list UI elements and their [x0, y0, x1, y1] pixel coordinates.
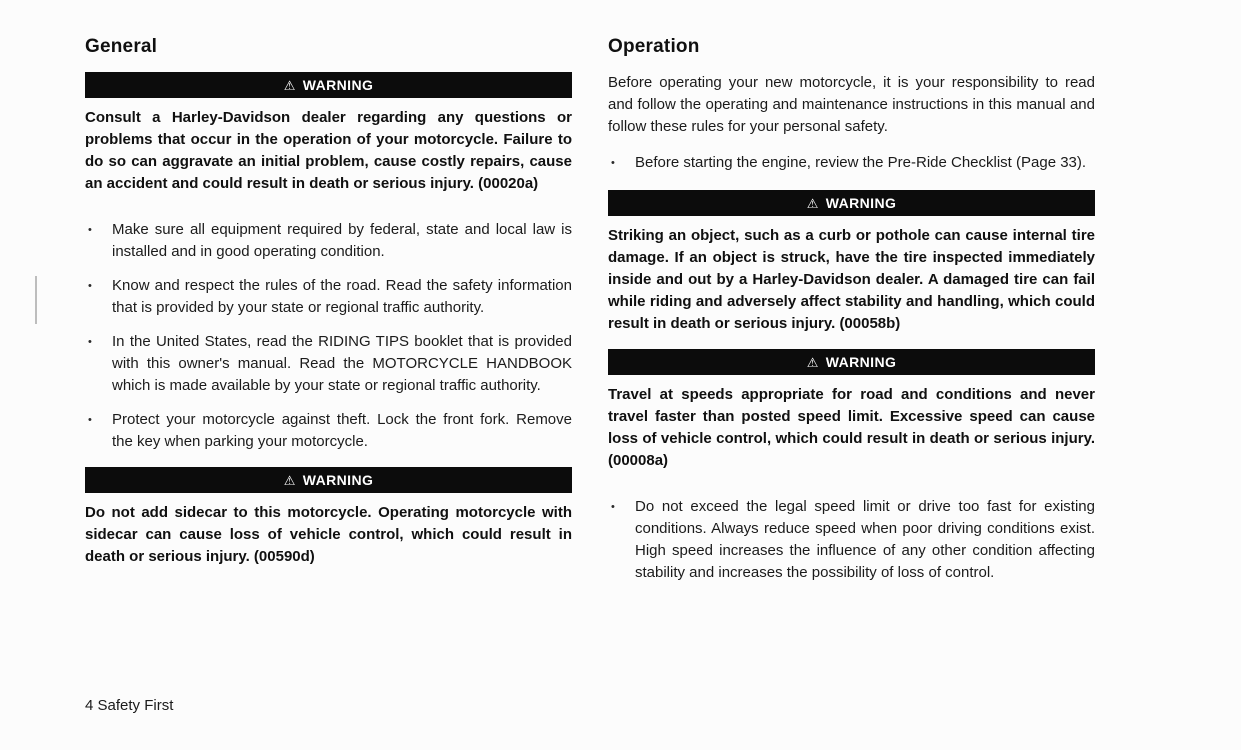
warning-paragraph: Striking an object, such as a curb or pothole can cause internal tire damage. If an object is struck, have the tire inspected immediately inside and out by a Harley-Davidson dealer. A damaged tire can fail while riding and adversely affect stability and handling, which could result in death or serious injury. (00058b) — [608, 227, 1095, 332]
warning-banner-label: WARNING — [302, 77, 374, 93]
warning-banner — [85, 467, 572, 493]
right-column — [608, 36, 1095, 584]
list-item — [85, 275, 572, 319]
warning-icon: ⚠ — [806, 195, 819, 211]
bullet-icon: • — [88, 280, 92, 292]
bullet-list — [85, 219, 572, 453]
list-item-text: Do not exceed the legal speed limit or drive too fast for existing conditions. Always reduce speed when poor driving conditions exist. High speed increases the influence of any other condition affecting stability and increases the possibility of loss of control. — [635, 498, 1095, 581]
list-item — [608, 152, 1095, 174]
list-item-text: Before starting the engine, review the Pre-Ride Checklist (Page 33). — [635, 154, 1087, 171]
list-item — [85, 219, 572, 263]
list-item — [85, 409, 572, 453]
bullet-icon: • — [88, 414, 92, 426]
list-item-text: Protect your motorcycle against theft. Lock the front fork. Remove the key when parking your motorcycle. — [112, 411, 572, 450]
list-item — [85, 331, 572, 397]
warning-banner-label: WARNING — [825, 354, 897, 370]
warning-banner — [608, 349, 1095, 375]
bullet-icon: • — [611, 501, 615, 513]
left-column — [85, 36, 572, 584]
warning-banner — [608, 190, 1095, 216]
bullet-icon: • — [611, 157, 615, 169]
warning-banner — [85, 72, 572, 98]
list-item-text: In the United States, read the RIDING TIPS booklet that is provided with this owner's manual. Read the MOTORCYCLE HANDBOOK which is made available by your state or regional traffic authority. — [112, 333, 572, 394]
intro-paragraph: Before operating your new motorcycle, it is your responsibility to read and follow the operating and maintenance instructions in this manual and follow these rules for your personal safety. — [608, 74, 1095, 135]
warning-banner-label: WARNING — [825, 195, 897, 211]
section-heading-operation: Operation — [608, 36, 700, 57]
page-footer: 4 Safety First — [85, 697, 174, 714]
warning-icon: ⚠ — [283, 472, 296, 488]
warning-paragraph: Do not add sidecar to this motorcycle. Operating motorcycle with sidecar can cause loss of vehicle control, which could result in death or serious injury. (00590d) — [85, 504, 572, 565]
section-heading-general: General — [85, 36, 158, 57]
warning-icon: ⚠ — [806, 354, 819, 370]
list-item-text: Make sure all equipment required by federal, state and local law is installed and in good operating condition. — [112, 221, 572, 260]
bullet-icon: • — [88, 224, 92, 236]
list-item — [608, 496, 1095, 584]
warning-banner-label: WARNING — [302, 472, 374, 488]
page-edge-artifact — [35, 276, 37, 324]
warning-icon: ⚠ — [283, 77, 296, 93]
bullet-icon: • — [88, 336, 92, 348]
warning-paragraph: Consult a Harley-Davidson dealer regarding any questions or problems that occur in the operation of your motorcycle. Failure to do so can aggravate an initial problem, cause costly repairs, cause an accident and could result in death or serious injury. (00020a) — [85, 109, 572, 192]
warning-paragraph: Travel at speeds appropriate for road and conditions and never travel faster than posted speed limit. Excessive speed can cause loss of vehicle control, which could result in death or serious injury. (00008a) — [608, 386, 1095, 469]
list-item-text: Know and respect the rules of the road. Read the safety information that is provided by your state or regional traffic authority. — [112, 277, 572, 316]
